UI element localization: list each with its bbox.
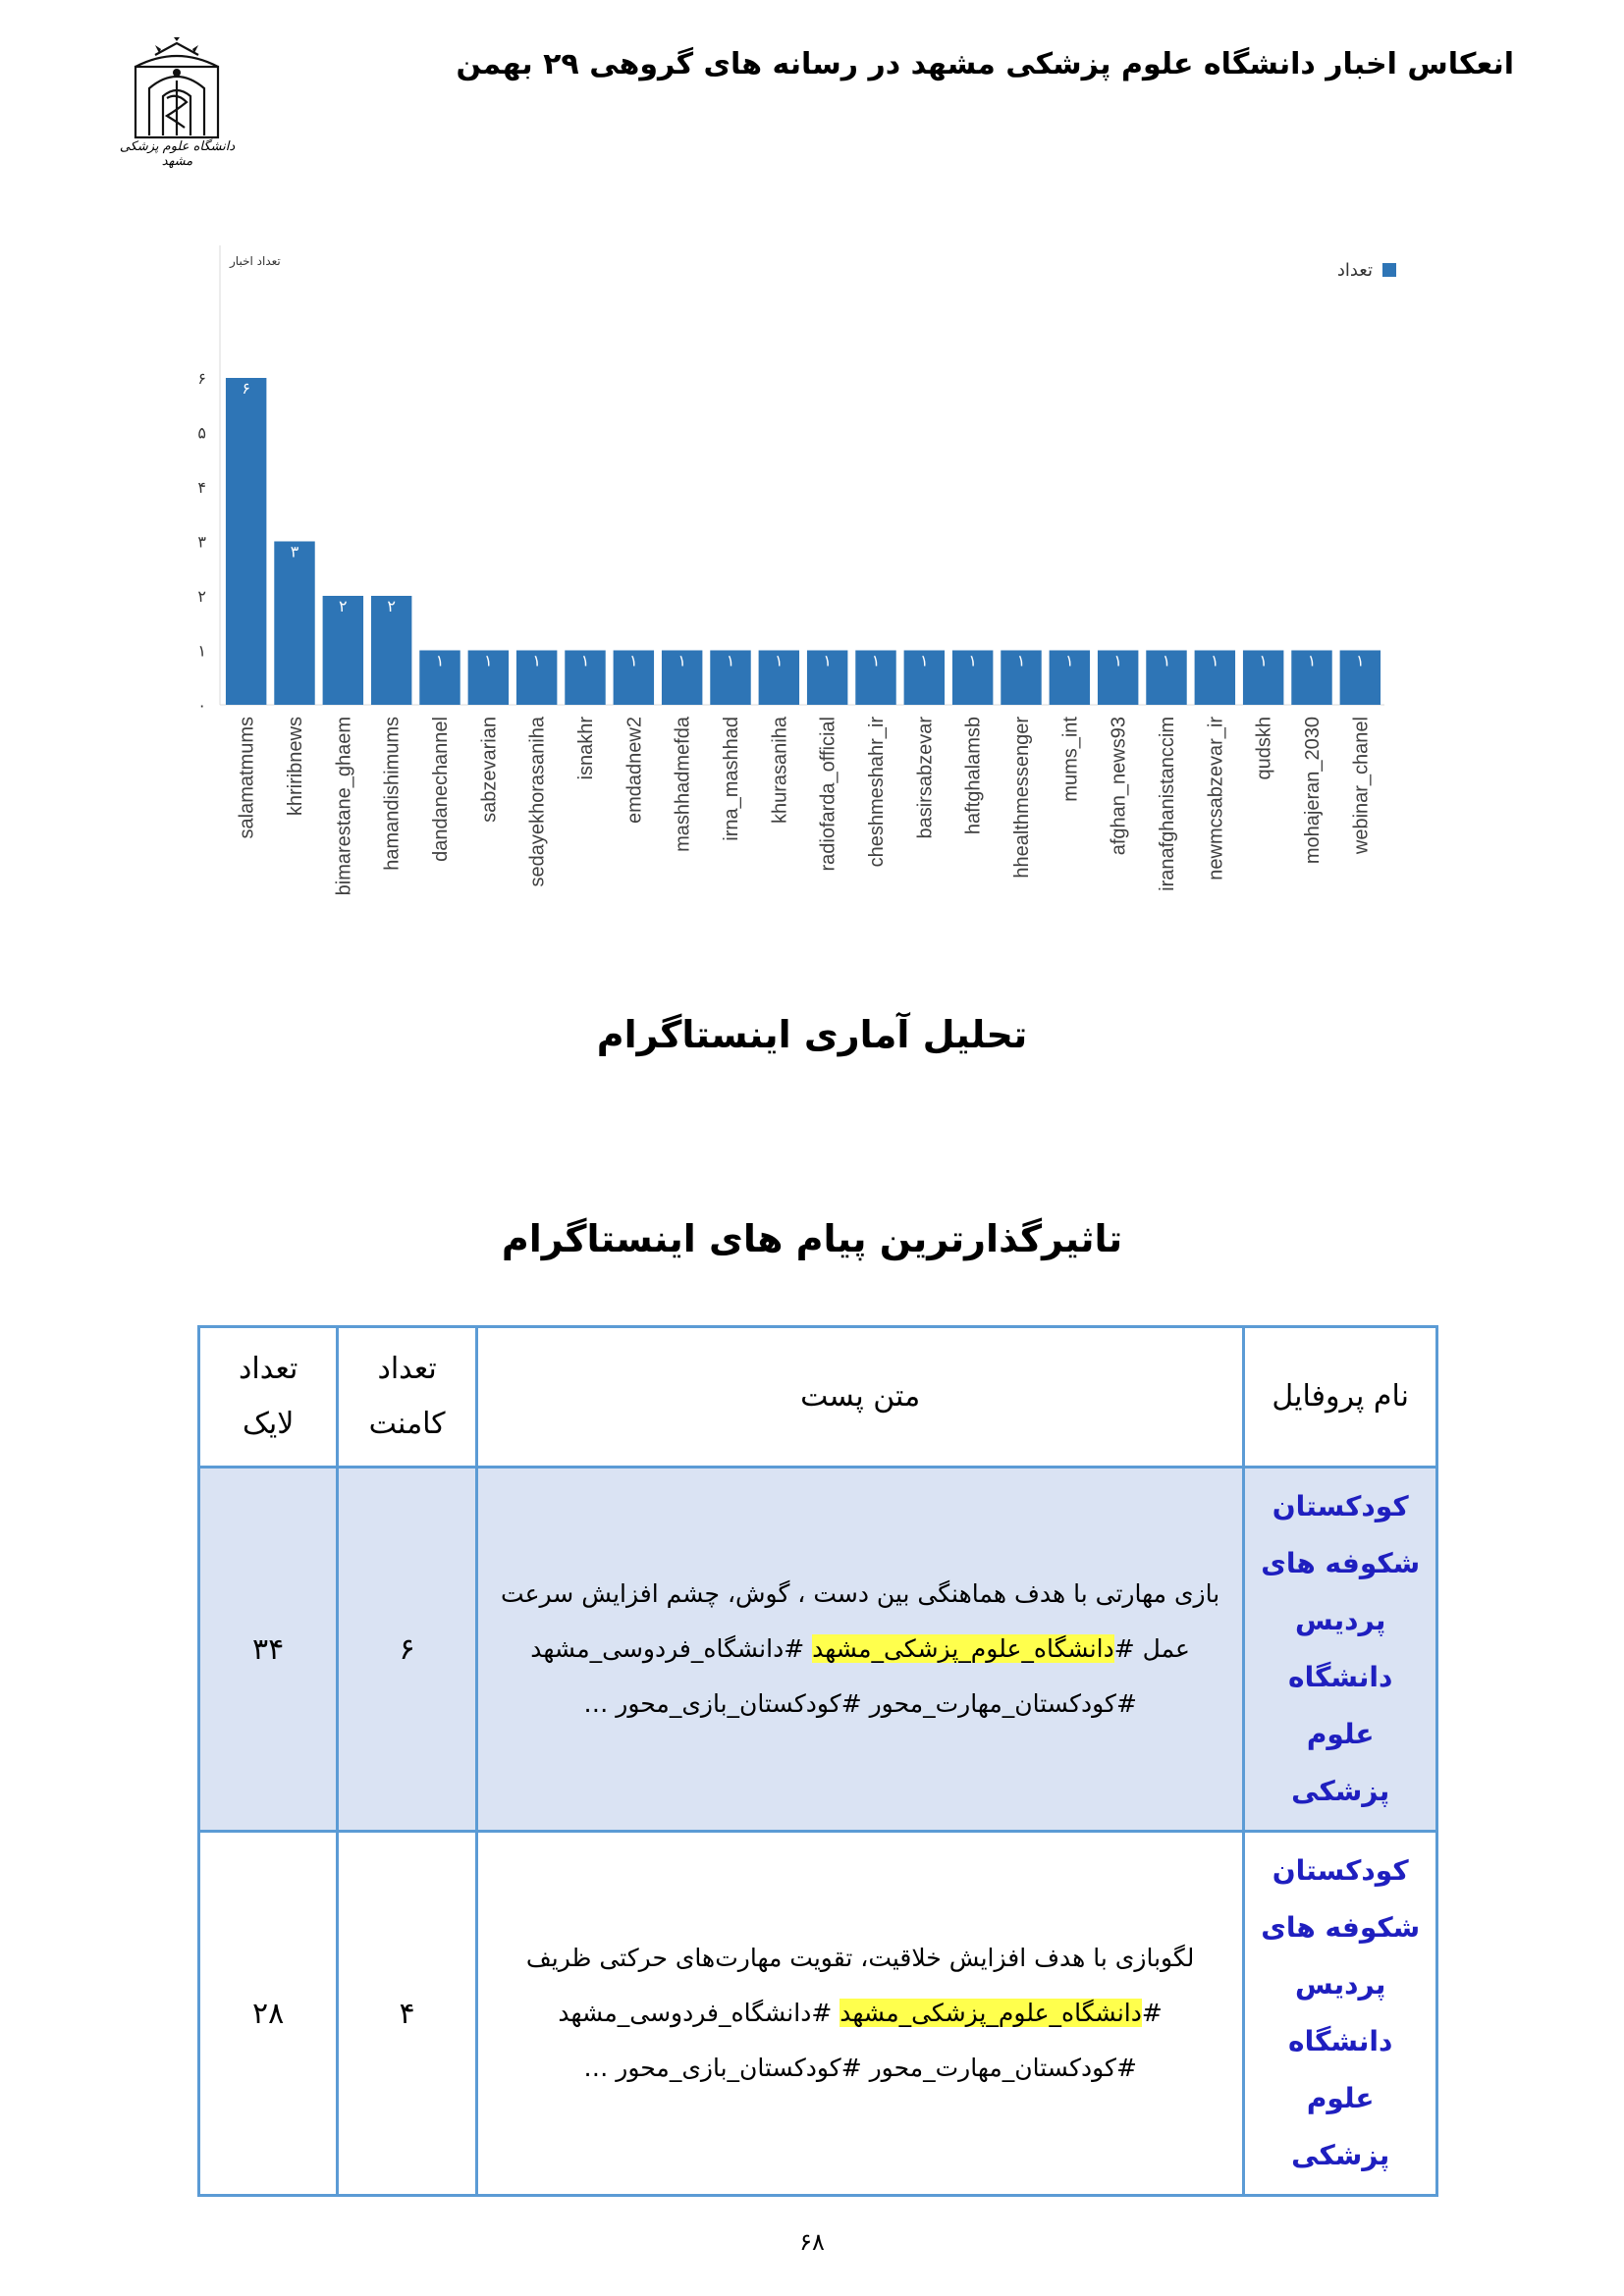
x-tick-label: radiofarda_official — [817, 717, 839, 872]
x-tick-label: hamandishimums — [381, 717, 404, 871]
bar-value-label: ۱ — [1065, 651, 1074, 670]
x-tick-label: iranafghanistanccim — [1157, 717, 1178, 891]
bar-value-label: ۱ — [484, 651, 493, 670]
x-tick-label: khriribnews — [285, 717, 306, 817]
bar-value-label: ۶ — [242, 379, 250, 398]
y-tick-label: ۱ — [197, 641, 206, 661]
bar-value-label: ۱ — [823, 651, 832, 670]
x-tick-label: qudskh — [1253, 717, 1275, 780]
page-number: ۶۸ — [799, 2228, 825, 2256]
legend-swatch — [1382, 263, 1396, 277]
highlighted-hashtag: دانشگاه_علوم_پزشکی_مشهد — [839, 1999, 1142, 2027]
bar-value-label: ۱ — [775, 651, 784, 670]
x-tick-label: emdadnew2 — [623, 717, 646, 824]
x-tick-label: mashhadmefda — [672, 717, 694, 852]
x-tick-label: isnakhr — [575, 717, 597, 780]
post-text — [476, 1468, 1244, 1832]
bar-chart — [177, 236, 1414, 982]
comment-count: ۶ — [338, 1468, 477, 1832]
header-likes-line1: تعداد — [239, 1352, 298, 1386]
x-tick-label: salamatmums — [236, 717, 258, 839]
bar-value-label: ۲ — [387, 597, 396, 615]
table-row — [199, 1832, 1437, 2196]
table-row — [199, 1468, 1437, 1832]
x-tick-label: basirsabzevar — [914, 717, 937, 839]
bar-value-label: ۱ — [580, 651, 590, 670]
bar-value-label: ۱ — [435, 651, 445, 670]
bar-salamatmums — [226, 378, 266, 705]
x-tick-label: newmcsabzevar_ir — [1205, 717, 1227, 881]
y-axis-title: تعداد اخبار — [230, 254, 281, 268]
legend-label: تعداد — [1336, 260, 1373, 281]
comment-count: ۴ — [338, 1832, 477, 2196]
bar-value-label: ۱ — [677, 651, 686, 670]
post-text-end: #دانشگاه_فردوسی_مشهد #کودکستان_مهارت_محور #کودکستان_بازی_محور … — [530, 1634, 1137, 1718]
y-tick-label: ۶ — [197, 369, 206, 388]
x-tick-label: bimarestane_ghaem — [333, 717, 355, 896]
table-header-row — [199, 1327, 1437, 1468]
bar-value-label: ۱ — [1211, 651, 1219, 670]
highlighted-hashtag: دانشگاه_علوم_پزشکی_مشهد — [812, 1634, 1114, 1663]
like-count: ۲۸ — [199, 1832, 338, 2196]
y-tick-label: ۴ — [197, 478, 206, 497]
header-likes-line2: لایک — [243, 1407, 295, 1441]
x-tick-label: afghan_news93 — [1108, 717, 1130, 856]
top-posts-table — [197, 1325, 1438, 2197]
y-tick-label: ۲ — [197, 587, 206, 606]
post-text-start: بازی مهارتی با هدف هماهنگی بین دست ، گوش، چشم افزایش سرعت عمل # — [501, 1579, 1220, 1663]
table-title: تاثیرگذارترین پیام های اینستاگرام — [501, 1217, 1123, 1260]
bar-value-label: ۲ — [339, 597, 348, 615]
post-text — [476, 1832, 1244, 2196]
x-tick-label: hhealthmessenger — [1011, 717, 1033, 879]
x-tick-label: haftghalamsb — [962, 717, 985, 835]
header-post: متن پست — [476, 1327, 1244, 1468]
header-profile: نام پروفایل — [1244, 1327, 1437, 1468]
post-text-end: #دانشگاه_فردوسی_مشهد #کودکستان_مهارت_محور #کودکستان_بازی_محور … — [558, 1999, 1137, 2082]
bar-value-label: ۱ — [1259, 651, 1268, 670]
y-tick-label: ۵ — [197, 423, 206, 443]
bar-value-label: ۳ — [290, 542, 299, 561]
x-tick-label: webinar_chanel — [1350, 717, 1373, 855]
bar-value-label: ۱ — [1113, 651, 1122, 670]
x-tick-label: irna_mashhad — [721, 717, 742, 841]
x-tick-label: sedayekhorasaniha — [526, 717, 549, 887]
bar-khriribnews — [274, 542, 314, 706]
bar-value-label: ۱ — [532, 651, 541, 670]
x-tick-label: mohajeran_2030 — [1302, 717, 1324, 865]
bar-value-label: ۱ — [968, 651, 977, 670]
x-tick-label: sabzevarian — [478, 717, 501, 823]
bar-value-label: ۱ — [1162, 651, 1171, 670]
header-comments-line1: تعداد — [377, 1352, 437, 1386]
section-title: تحلیل آماری اینستاگرام — [596, 1013, 1028, 1056]
bar-value-label: ۱ — [1356, 651, 1365, 670]
bar-value-label: ۱ — [726, 651, 735, 670]
profile-name: کودکستان شکوفه های پردیس دانشگاه علوم پزشکی — [1244, 1832, 1437, 2196]
bar-value-label: ۱ — [920, 651, 929, 670]
document-header-title: انعکاس اخبار دانشگاه علوم پزشکی مشهد در رسانه های گروهی ۲۹ بهمن — [456, 47, 1514, 81]
bar-value-label: ۱ — [1307, 651, 1317, 670]
bar-value-label: ۱ — [629, 651, 638, 670]
bar-value-label: ۱ — [1016, 651, 1026, 670]
bar-value-label: ۱ — [871, 651, 881, 670]
x-tick-label: mums_int — [1059, 717, 1082, 802]
x-tick-label: cheshmeshahr_ir — [866, 717, 888, 868]
profile-name: کودکستان شکوفه های پردیس دانشگاه علوم پزشکی — [1244, 1468, 1437, 1832]
y-tick-label: ۰ — [197, 696, 206, 715]
header-comments-line2: کامنت — [368, 1407, 446, 1441]
x-tick-label: dandanechannel — [430, 717, 452, 862]
header-likes — [199, 1327, 338, 1468]
x-tick-label: khurasaniha — [769, 717, 791, 824]
y-tick-label: ۳ — [197, 532, 206, 552]
header-comments — [338, 1327, 477, 1468]
like-count: ۳۴ — [199, 1468, 338, 1832]
post-text-start: لگوبازی با هدف افزایش خلاقیت، تقویت مهارت‌های حرکتی ظریف # — [525, 1944, 1195, 2027]
logo-caption: دانشگاه علوم پزشکی مشهد — [119, 139, 236, 169]
